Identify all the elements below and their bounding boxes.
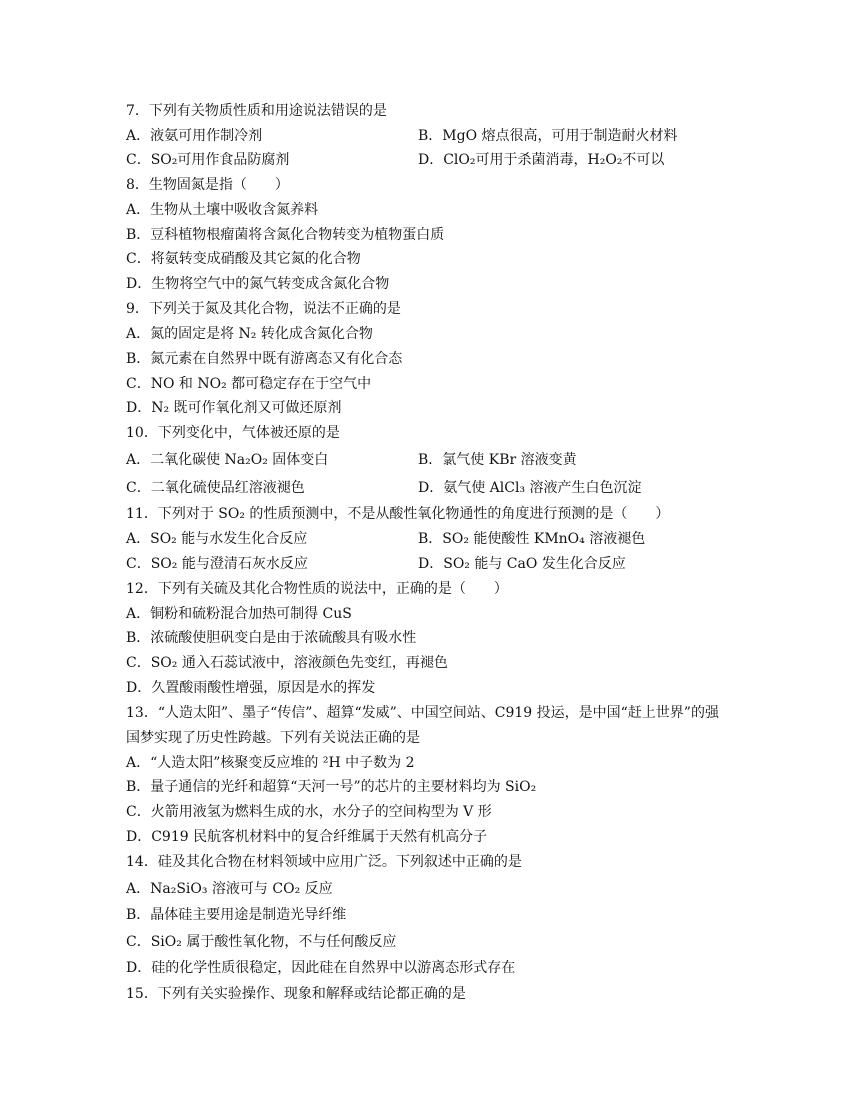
q13-stem-line1: 13．“人造太阳”、墨子“传信”、超算“发威”、中国空间站、C919 投运，是中国“赶上世界”的强 [126,705,719,721]
q13-stem-line2: 国梦实现了历史性跨越。下列有关说法正确的是 [126,730,420,746]
q7-option-c: C．SO₂可用作食品防腐剂 [126,152,290,168]
q12-option-a: A．铜粉和硫粉混合加热可制得 CuS [126,606,352,622]
q10-stem: 10．下列变化中，气体被还原的是 [126,425,340,441]
q11-option-b: B．SO₂ 能使酸性 KMnO₄ 溶液褪色 [418,531,646,547]
q9-option-d: D．N₂ 既可作氧化剂又可做还原剂 [126,400,342,416]
q13-option-d: D．C919 民航客机材料中的复合纤维属于天然有机高分子 [126,829,488,845]
q10-option-a: A．二氧化碳使 Na₂O₂ 固体变白 [126,452,329,468]
q7-option-d: D．ClO₂可用于杀菌消毒，H₂O₂不可以 [418,152,665,168]
q14-option-a: A．Na₂SiO₃ 溶液可与 CO₂ 反应 [126,881,333,897]
q12-option-c: C．SO₂ 通入石蕊试液中，溶液颜色先变红，再褪色 [126,655,448,671]
q9-option-a: A．氮的固定是将 N₂ 转化成含氮化合物 [126,326,373,342]
q11-stem: 11．下列对于 SO₂ 的性质预测中，不是从酸性氧化物通性的角度进行预测的是（ ） [126,506,670,522]
q7-option-a: A．液氨可用作制冷剂 [126,128,263,144]
q11-option-d: D．SO₂ 能与 CaO 发生化合反应 [418,556,626,572]
q10-option-d: D．氨气使 AlCl₃ 溶液产生白色沉淀 [418,480,642,496]
q15-stem: 15．下列有关实验操作、现象和解释或结论都正确的是 [126,986,466,1002]
q11-option-c: C．SO₂ 能与澄清石灰水反应 [126,556,308,572]
q12-option-b: B．浓硫酸使胆矾变白是由于浓硫酸具有吸水性 [126,630,417,646]
q9-option-b: B．氮元素在自然界中既有游离态又有化合态 [126,351,403,367]
q12-stem: 12．下列有关硫及其化合物性质的说法中，正确的是（ ） [126,581,508,597]
q9-option-c: C．NO 和 NO₂ 都可稳定存在于空气中 [126,376,372,392]
q13-option-c: C．火箭用液氢为燃料生成的水，水分子的空间构型为 V 形 [126,804,492,820]
q10-option-c: C．二氧化硫使品红溶液褪色 [126,480,305,496]
q12-option-d: D．久置酸雨酸性增强，原因是水的挥发 [126,680,376,696]
q13-option-a: A．“人造太阳”核聚变反应堆的 ²H 中子数为 2 [126,755,415,771]
q14-option-d: D．硅的化学性质很稳定，因此硅在自然界中以游离态形式存在 [126,960,516,976]
q14-option-c: C．SiO₂ 属于酸性氧化物，不与任何酸反应 [126,934,397,950]
q13-option-b: B．量子通信的光纤和超算“天河一号”的芯片的主要材料均为 SiO₂ [126,779,537,795]
q8-option-b: B．豆科植物根瘤菌将含氮化合物转变为植物蛋白质 [126,227,445,243]
q7-option-b: B．MgO 熔点很高，可用于制造耐火材料 [418,128,678,144]
q10-option-b: B．氯气使 KBr 溶液变黄 [418,452,577,468]
q9-stem: 9．下列关于氮及其化合物，说法不正确的是 [126,301,401,317]
q7-stem: 7．下列有关物质性质和用途说法错误的是 [126,103,387,119]
q8-option-c: C．将氨转变成硝酸及其它氮的化合物 [126,251,361,267]
q8-option-d: D．生物将空气中的氮气转变成含氮化合物 [126,276,390,292]
q14-option-b: B．晶体硅主要用途是制造光导纤维 [126,907,347,923]
q11-option-a: A．SO₂ 能与水发生化合反应 [126,531,308,547]
q14-stem: 14．硅及其化合物在材料领域中应用广泛。下列叙述中正确的是 [126,854,522,870]
q8-option-a: A．生物从土壤中吸收含氮养料 [126,202,319,218]
q8-stem: 8．生物固氮是指（ ） [126,177,289,193]
